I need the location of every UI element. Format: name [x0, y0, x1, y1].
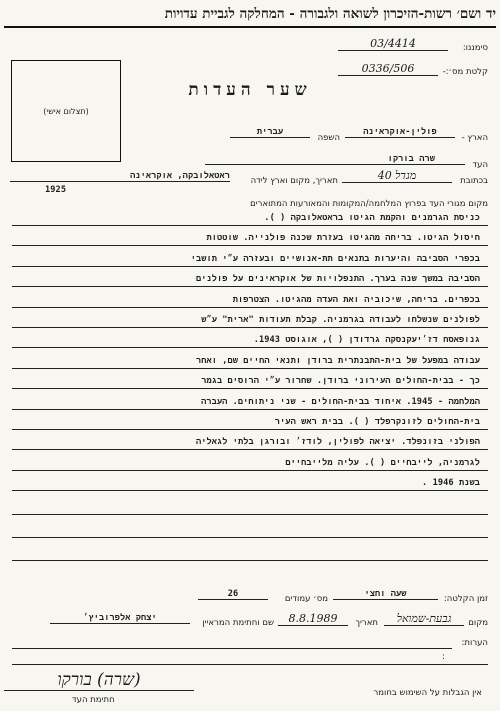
- blank-line: [12, 514, 488, 515]
- ruled-line: [12, 429, 488, 430]
- summary-line: לפולנים שנשלחו לעבודה בגרמניה. קבלת תעודות "ארית" ע״ש: [201, 315, 480, 325]
- photo-label: (תצלום אישי): [43, 106, 89, 116]
- ruled-line: [12, 245, 488, 246]
- blank-line: [12, 537, 488, 538]
- summary-line: כניסת הגרמנים והקמת הגיטו בראטאלובקה ( ).: [264, 213, 480, 223]
- ruled-line: [12, 266, 488, 267]
- cassette-value: 0336/506: [338, 62, 438, 76]
- photo-box: [11, 60, 121, 162]
- address-value: מגדל 40: [342, 169, 452, 183]
- birth-value: ראטאלובקה, אוקראינה: [10, 171, 230, 182]
- usage-note: אין הגבלות על השימוש בחומר: [373, 688, 482, 698]
- summary-line: המלחמה - 1945. איחוד בבית-החולים - שני ניתוחים. העברה: [201, 397, 480, 407]
- summary-line: בכפרים. בריחה, שיכוביה ואת העדה מהגיטו. הצטרפות: [232, 295, 480, 305]
- interviewer-label: שם וחתימת המראיין: [202, 618, 274, 628]
- notes-line: [12, 664, 488, 665]
- institution-header: יד ושם׳ רשות-הזיכרון לשואה ולגבורה - המחלקה לגביית עדויות: [4, 2, 496, 28]
- ruled-line: [12, 327, 488, 328]
- summary-line: עבודה במפעל של בית-התבנתרית ברודן ותנאי החיים שם, ואחר: [195, 356, 480, 366]
- ruled-line: [12, 286, 488, 287]
- ruled-line: [12, 307, 488, 308]
- witness-value: שרה בורקו: [205, 154, 465, 165]
- summary-line: כך - בבית-החולים העירוני ברודן. שחרור ע״י הרוסים בגמר: [201, 376, 480, 386]
- witness-signature-label: חתימת העד: [72, 695, 115, 705]
- summary-line: בית-החולים לזונקרפלד ( ). בבית ראש העיר: [274, 417, 480, 427]
- place-value: גבעת-שמואל: [384, 612, 464, 626]
- ruled-line: [12, 490, 488, 491]
- date-value: 8.8.1989: [278, 612, 348, 626]
- ruled-line: [12, 388, 488, 389]
- ruled-line: [12, 368, 488, 369]
- signature-label: סימננו:: [462, 43, 488, 53]
- ruled-line: [12, 470, 488, 471]
- summary-line: גנופאסח דז׳יעקנסקה גרדודן ( ), אוגוסט 1943.: [253, 335, 480, 345]
- cassette-label: קלטת מס׳:-: [442, 67, 488, 77]
- ruled-line: [12, 347, 488, 348]
- language-label: השפה: [317, 133, 340, 143]
- notes-line: [12, 648, 452, 649]
- summary-line: חיסול הגיטו. בריחה מהגיטו בעזרת שכנה פולנייה. שוטטות: [206, 233, 480, 243]
- summary-line: הסביבה במשך שנה בערך. התנפלויות של אוקראינים על פולנים: [195, 274, 480, 284]
- interviewer-value: יצחק אלפרוביץ׳: [50, 613, 190, 624]
- birth-label: תאריך, מקום וארץ לידה: [250, 176, 338, 186]
- signature-value: 03/4414: [338, 37, 448, 51]
- blank-line: [12, 560, 488, 561]
- ruled-line: [12, 449, 488, 450]
- notes-label: הערות:: [461, 638, 488, 648]
- form-title: שער העדות: [188, 80, 312, 100]
- ruled-line: [12, 225, 488, 226]
- time-value: שעה וחצי: [333, 589, 438, 600]
- address-label: בכתובת: [460, 176, 488, 186]
- summary-line: לגרמניה, לייבחיים ( ). עליה מלייבחיים: [285, 458, 480, 468]
- places-label: מקום מגורי העד בפרוץ המלחמה/המקומות והמאורעות המתוארים: [250, 199, 488, 209]
- date-label: תאריך: [355, 618, 378, 628]
- place-label: מקום: [468, 618, 488, 628]
- country-label: הארץ -: [461, 133, 488, 143]
- notes-value: :: [442, 652, 445, 662]
- pages-value: 26: [198, 589, 268, 600]
- pages-label: מס׳ עמודים: [284, 594, 328, 604]
- summary-line: בשנת 1946 .: [422, 478, 480, 488]
- witness-label: העד: [472, 160, 488, 170]
- language-value: עברית: [230, 127, 310, 138]
- country-value: פולין-אוקראינה: [345, 127, 455, 138]
- time-label: זמן הקלטה:: [443, 594, 488, 604]
- birth-year: 1925: [45, 185, 67, 195]
- summary-line: בכפרי הסביבה והיערות בתנאים תת-אנושיים ובעזרה ע״י תושבי: [190, 254, 480, 264]
- summary-line: הפולני בזונפלד. יציאה לפולין, לודז׳ ובורגן בלתי לגאליה: [195, 437, 480, 447]
- ruled-line: [12, 409, 488, 410]
- witness-signature: (שרה) בורקו: [4, 670, 194, 691]
